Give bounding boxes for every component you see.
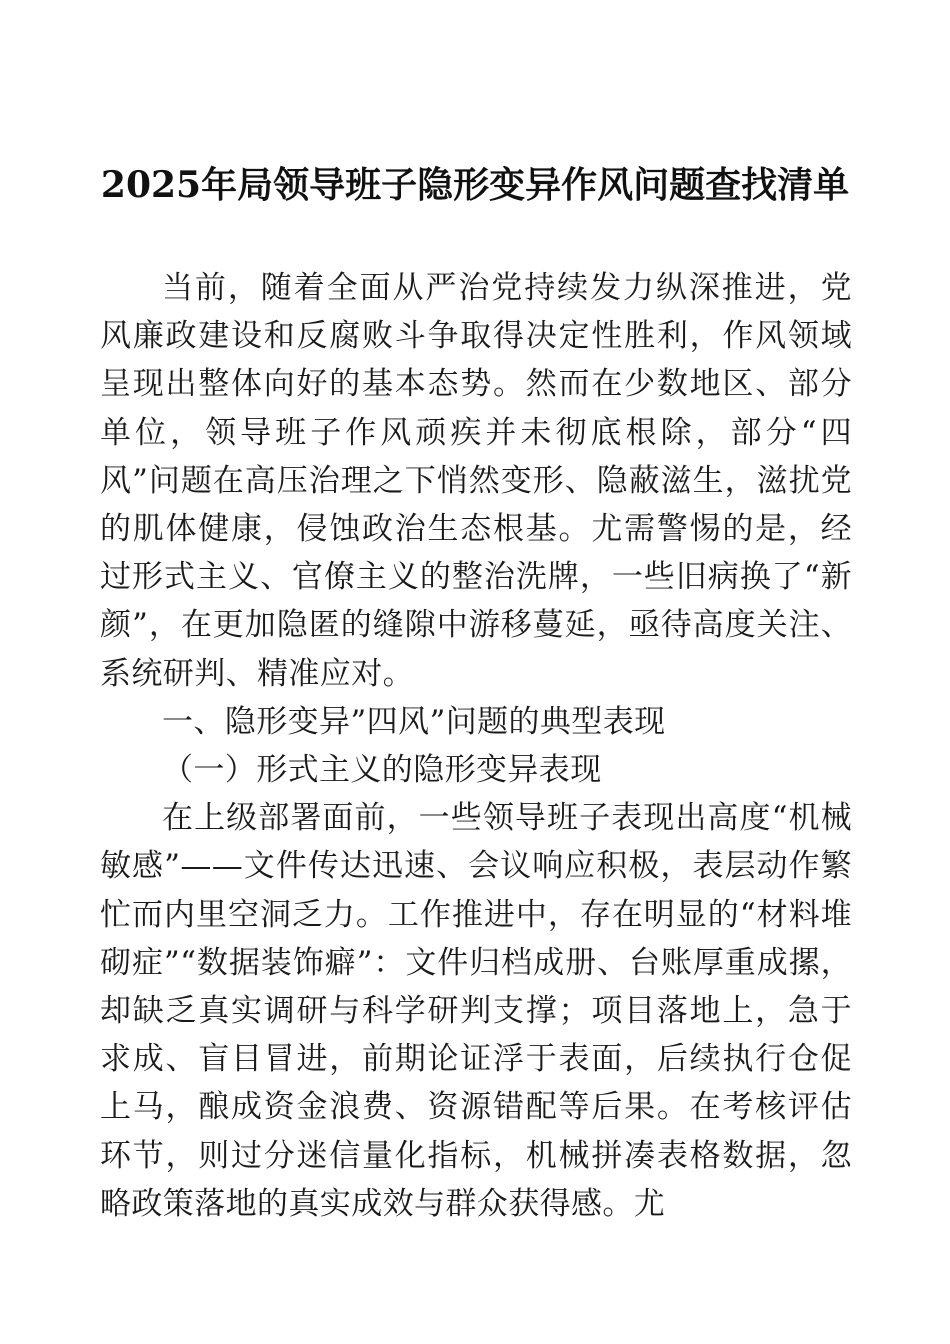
document-body: [100, 264, 852, 1228]
intro-paragraph: 当前，随着全面从严治党持续发力纵深推进，党风廉政建设和反腐败斗争取得决定性胜利，作风领域呈现出整体向好的基本态势。然而在少数地区、部分单位，领导班子作风顽疾并未彻底根除，部分“四风”问题在高压治理之下悄然变形、隐蔽滋生，滋扰党的肌体健康，侵蚀政治生态根基。尤需警惕的是，经过形式主义、官僚主义的整治洗牌，一些旧病换了“新颜”，在更加隐匿的缝隙中游移蔓延，亟待高度关注、系统研判、精准应对。: [100, 270, 852, 692]
body-paragraph: 在上级部署面前，一些领导班子表现出高度“机械敏感”——文件传达迅速、会议响应积极，表层动作繁忙而内里空洞乏力。工作推进中，存在明显的“材料堆砌症”“数据装饰癖”：文件归档成册、台账厚重成摞，却缺乏真实调研与科学研判支撑；项目落地上，急于求成、盲目冒进，前期论证浮于表面，后续执行仓促上马，酿成资金浪费、资源错配等后果。在考核评估环节，则过分迷信量化指标，机械拼凑表格数据，忽略政策落地的真实成效与群众获得感。尤: [100, 800, 852, 1222]
document-title: 2025年局领导班子隐形变异作风问题查找清单: [100, 164, 850, 206]
section-heading: 一、隐形变异”四风”问题的典型表现: [162, 703, 666, 740]
subsection-heading: （一）形式主义的隐形变异表现: [162, 752, 602, 789]
